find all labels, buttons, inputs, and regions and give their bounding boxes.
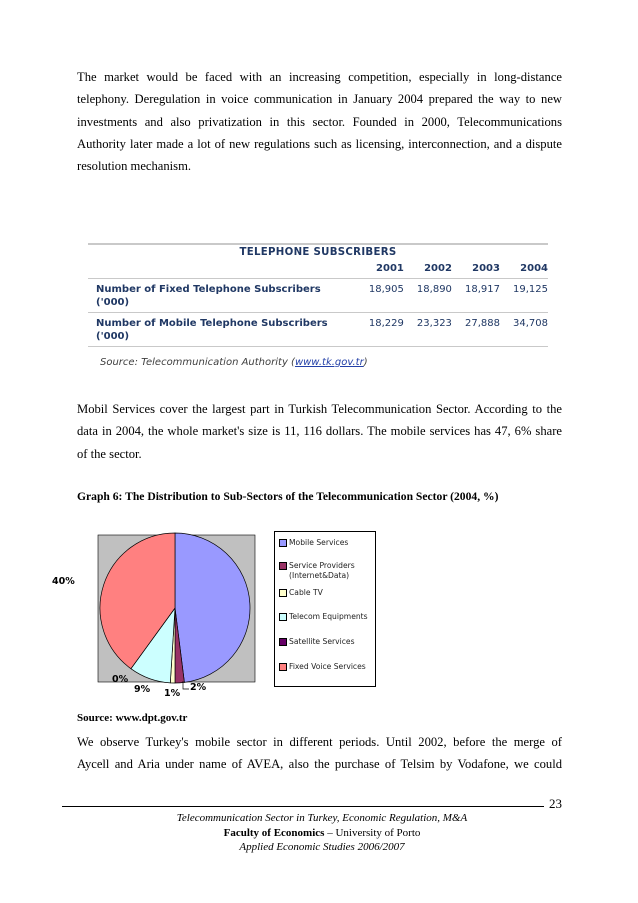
pie-data-label: 1% (164, 688, 181, 699)
legend-label-line: Cable TV (289, 588, 323, 597)
intro-line: investments and also privatization in this sector. Founded in 2000, Telecommunications (77, 114, 562, 129)
table-row-label-line: ('000) (96, 331, 130, 342)
table-header-year: 2004 (520, 263, 549, 274)
telephone-subscribers-table (88, 243, 548, 368)
chart-legend (274, 531, 376, 687)
legend-label (289, 538, 348, 548)
legend-label-line: Telecom Equipments (289, 612, 368, 621)
table-cell: 34,708 (513, 318, 549, 329)
table-header-year: 2001 (376, 263, 404, 274)
intro-line: Authority later made a lot of new regulations such as licensing, interconnection, and a dispute (77, 136, 562, 151)
table-cell: 19,125 (513, 284, 549, 295)
legend-label (289, 637, 355, 647)
table-row-label (88, 283, 356, 309)
legend-swatch (279, 613, 287, 621)
footer-faculty: Faculty of Economics (223, 827, 325, 839)
legend-label-line: (Internet&Data) (289, 571, 350, 580)
pie-data-label: 9% (134, 684, 151, 695)
legend-swatch (279, 562, 287, 570)
legend-swatch (279, 638, 287, 646)
legend-item (279, 538, 348, 548)
table-cell: 18,890 (416, 284, 452, 295)
mobile-paragraph (77, 398, 562, 465)
legend-item (279, 637, 355, 647)
table-cell: 23,323 (416, 318, 452, 329)
table-source-prefix: Source: Telecommunication Authority ( (100, 357, 295, 368)
legend-label (289, 588, 323, 598)
legend-swatch (279, 663, 287, 671)
legend-swatch (279, 539, 287, 547)
table-source-suffix: ) (363, 357, 368, 368)
table-row (88, 313, 548, 347)
legend-label-line: Mobile Services (289, 538, 349, 547)
closing-paragraph (77, 731, 562, 776)
closing-line: We observe Turkey's mobile sector in different periods. Until 2002, before the merge of (77, 735, 562, 749)
footer-line-3 (62, 841, 582, 854)
table-header-year: 2002 (424, 263, 452, 274)
table-row (88, 279, 548, 313)
footer-title: Telecommunication Sector in Turkey, Economic Regulation, M&A (176, 812, 468, 824)
legend-item (279, 612, 368, 622)
table-header-year: 2003 (472, 263, 500, 274)
table-row-label (88, 317, 356, 343)
legend-item (279, 662, 366, 672)
table-source (88, 347, 548, 368)
legend-label (289, 561, 355, 581)
table-row-label-line: Number of Fixed Telephone Subscribers (96, 284, 321, 295)
legend-item (279, 561, 355, 581)
table-cell: 18,905 (368, 284, 404, 295)
page-number: 23 (549, 796, 562, 811)
intro-line: The market would be faced with an increasing competition, especially in long-distance (77, 70, 562, 84)
table-row-label-line: Number of Mobile Telephone Subscribers (96, 318, 328, 329)
mobile-line: Mobil Services cover the largest part in Turkish Telecommunication Sector. According to the (77, 402, 562, 416)
legend-item (279, 588, 323, 598)
closing-line: Aycell and Aria under name of AVEA, also the purchase of Telsim by Vodafone, we could (77, 757, 562, 772)
graph-heading: Graph 6: The Distribution to Sub-Sectors of the Telecommunication Sector (2004, %) (77, 490, 499, 503)
footer-studies: Applied Economic Studies 2006/2007 (239, 841, 405, 853)
legend-label (289, 662, 366, 672)
legend-label-line: Satellite Services (289, 637, 355, 646)
footer-rule (62, 806, 544, 807)
mobile-line: data in 2004, the whole market's size is 11, 116 dollars. The mobile services has 47, 6% share (77, 424, 562, 439)
legend-label-line: Service Providers (289, 561, 355, 570)
table-cell: 27,888 (464, 318, 500, 329)
legend-label-line: Fixed Voice Services (289, 662, 366, 671)
table-row-label-line: ('000) (96, 297, 130, 308)
table-cell: 18,917 (464, 284, 500, 295)
intro-paragraph (77, 66, 562, 177)
table-header-spacer (88, 263, 356, 274)
table-title: TELEPHONE SUBSCRIBERS (239, 247, 397, 258)
table-header-row (88, 260, 548, 279)
table-source-link[interactable]: www.tk.gov.tr (294, 357, 364, 368)
pie-data-label: 40% (52, 576, 75, 587)
legend-swatch (279, 589, 287, 597)
intro-line: telephony. Deregulation in voice communication in January 2004 prepared the way to new (77, 92, 562, 107)
footer-line-2 (62, 827, 582, 840)
chart-source: Source: www.dpt.gov.tr (77, 712, 188, 724)
intro-line: resolution mechanism. (77, 159, 192, 174)
pie-data-label: 0% (112, 674, 129, 685)
footer-university: – University of Porto (324, 827, 421, 839)
table-cell: 18,229 (368, 318, 404, 329)
legend-label (289, 612, 368, 622)
mobile-line: of the sector. (77, 446, 142, 461)
pie-data-label: 2% (190, 682, 207, 693)
footer-line-1 (62, 812, 582, 825)
